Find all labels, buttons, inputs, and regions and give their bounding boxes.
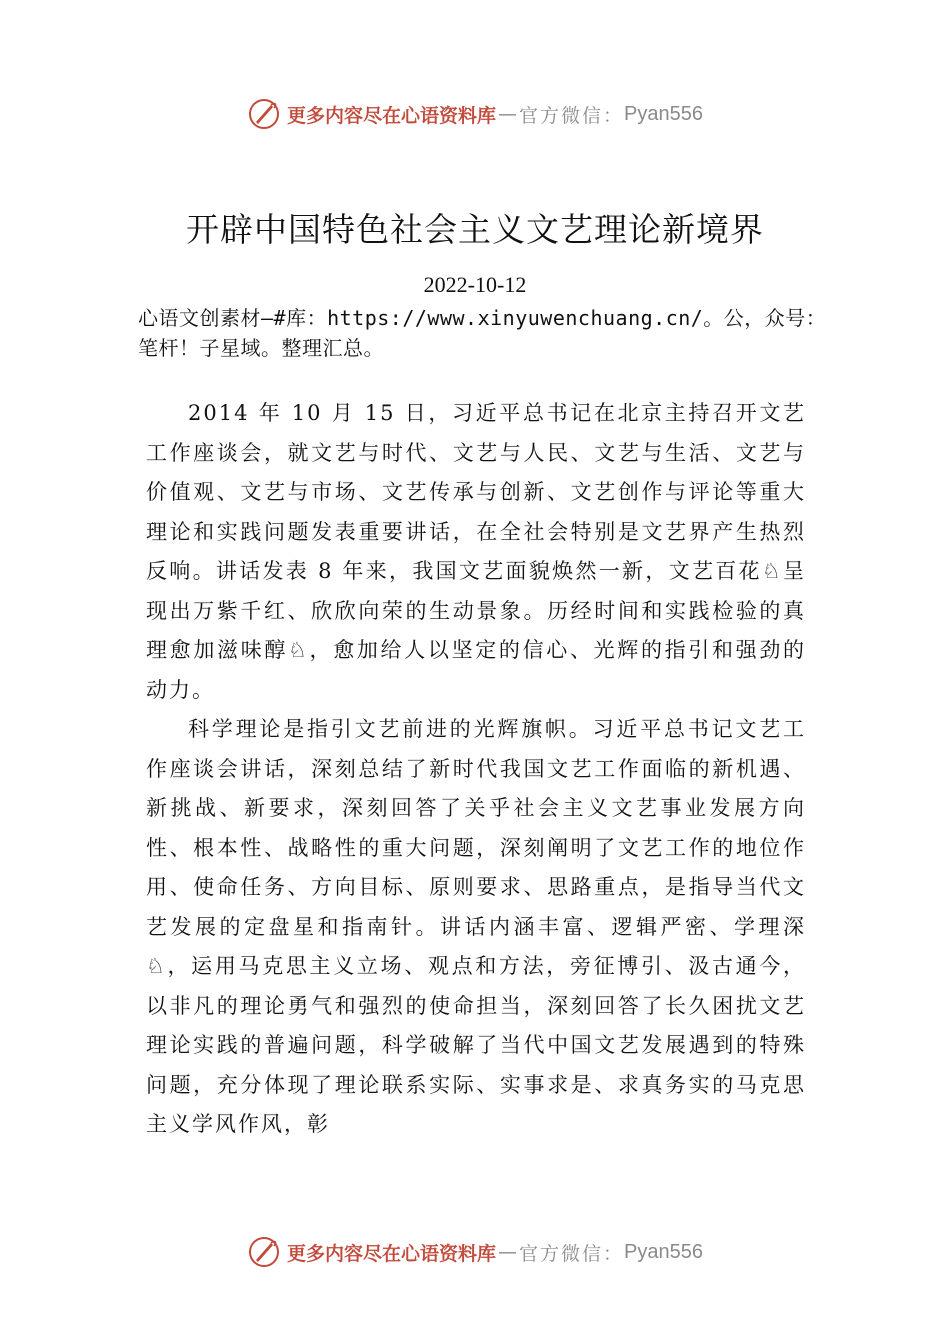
banner-wechat-id: Pyan556: [624, 1240, 703, 1263]
document-date: 2022-10-12: [423, 272, 527, 297]
footer-watermark-banner: [0, 1232, 950, 1272]
body-paragraph: 2014 年 10 月 15 日，习近平总书记在北京主持召开文艺工作座谈会，就文艺与时代、文艺与人民、文艺与生活、文艺与价值观、文艺与市场、文艺传承与创新、文艺创作与评论等重大理论和实践问题发表重要讲话，在全社会特别是文艺界产生热烈反响。讲话发表 8 年来，我国文艺面貌焕然一新，文艺百花♘呈现出万紫千红、欣欣向荣的生动景象。历经时间和实践检验的真理愈加滋味醇♘，愈加给人以坚定的信心、光辉的指引和强劲的动力。: [146, 401, 806, 702]
quill-seal-icon: [247, 1235, 281, 1269]
document-body: [146, 394, 806, 1145]
body-paragraph: 科学理论是指引文艺前进的光辉旗帜。习近平总书记文艺工作座谈会讲话，深刻总结了新时代我国文艺工作面临的新机遇、新挑战、新要求，深刻回答了关乎社会主义文艺事业发展方向性、根本性、战略性的重大问题，深刻阐明了文艺工作的地位作用、使命任务、方向目标、原则要求、思路重点，是指导当代文艺发展的定盘星和指南针。讲话内涵丰富、逻辑严密、学理深♘，运用马克思主义立场、观点和方法，旁征博引、汲古通今，以非凡的理论勇气和强烈的使命担当，深刻回答了长久困扰文艺理论实践的普遍问题，科学破解了当代中国文艺发展遇到的特殊问题，充分体现了理论联系实际、实事求是、求真务实的马克思主义学风作风，彰: [146, 717, 806, 1136]
banner-site-name: 更多内容尽在心语资料库: [287, 104, 497, 127]
quill-seal-icon: [247, 97, 281, 131]
header-watermark-banner: [0, 94, 950, 134]
banner-dash: —: [498, 1241, 518, 1263]
banner-wechat-label: 官方微信：: [519, 1242, 625, 1265]
document-title: 开辟中国特色社会主义文艺理论新境界: [186, 210, 764, 249]
banner-site-name: 更多内容尽在心语资料库: [287, 1242, 497, 1265]
source-note: 心语文创素材—#库：https://www.xinyuwenchuang.cn/。公，众号：笔杆！子星域。整理汇总。: [138, 306, 827, 360]
banner-dash: —: [498, 103, 518, 125]
banner-wechat-id: Pyan556: [624, 102, 703, 125]
banner-wechat-label: 官方微信：: [519, 104, 625, 127]
